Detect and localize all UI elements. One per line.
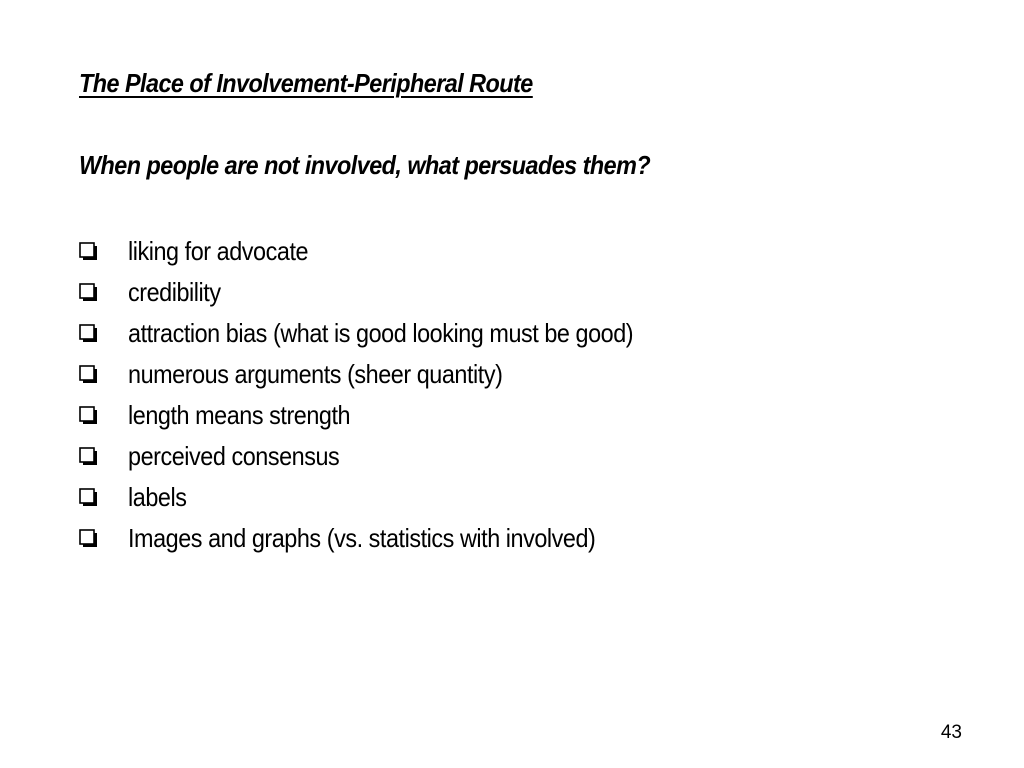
checkbox-square-icon [79,283,99,303]
checkbox-square-icon [79,242,99,262]
checkbox-square-icon [79,488,99,508]
list-item [79,477,689,518]
bullet-list [79,231,689,559]
list-item [79,313,689,354]
checkbox-square-icon [79,324,99,344]
checkbox-square-icon [79,447,99,467]
list-item-label: perceived consensus [128,441,340,471]
list-item-label: numerous arguments (sheer quantity) [128,359,503,389]
list-item [79,231,689,272]
list-item-label: labels [128,482,187,512]
list-item [79,436,689,477]
list-item-label: credibility [128,277,221,307]
list-item [79,354,689,395]
page-number: 43 [940,722,962,743]
list-item [79,272,689,313]
list-item-label: Images and graphs (vs. statistics with involved) [128,523,596,553]
list-item-label: length means strength [128,400,351,430]
slide-question: When people are not involved, what persuades them? [79,150,651,180]
list-item-label: liking for advocate [128,236,309,266]
checkbox-square-icon [79,365,99,385]
slide-title: The Place of Involvement-Peripheral Route [79,68,533,98]
list-item [79,518,689,559]
checkbox-square-icon [79,529,99,549]
checkbox-square-icon [79,406,99,426]
list-item-label: attraction bias (what is good looking must be good) [128,318,634,348]
list-item [79,395,689,436]
